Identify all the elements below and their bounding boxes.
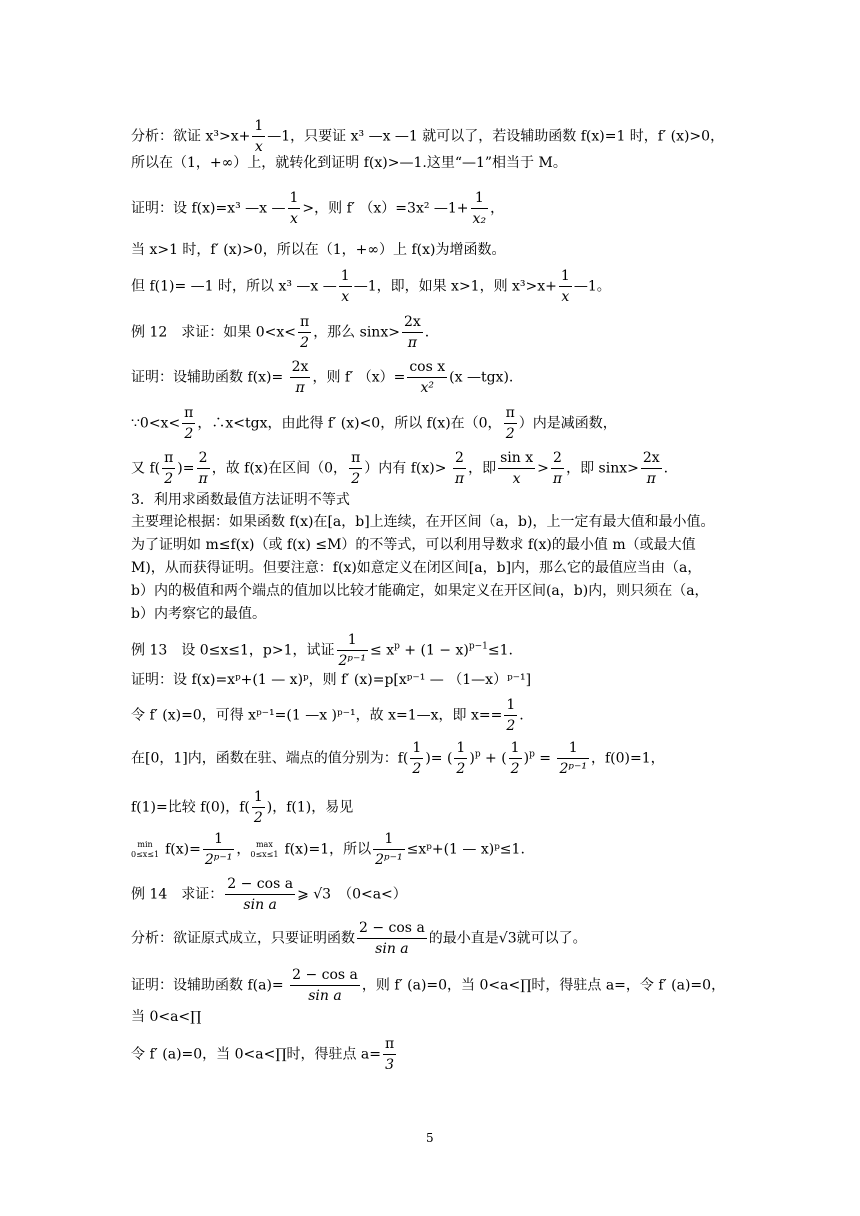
text-line: 所以在（1，+∞）上，就转化到证明 f(x)>—1.这里“—1”相当于 M。 xyxy=(131,155,567,171)
text-line: f(1)=比较 f(0)，f( $\frac{1}{2}$ )，f(1)，易见 xyxy=(131,789,354,826)
text-line: 例 12 求证：如果 0<x< $\frac{\pi}{2}$ ，那么 sinx> $\frac{2x}{\pi}$ . xyxy=(131,314,430,351)
text-line xyxy=(131,116,724,157)
fraction: $\frac{1}{\text{2ᵖ⁻¹}}$ xyxy=(375,831,403,868)
fraction: $\frac{\text{2 − cos a}}{\text{sin a}}$ xyxy=(292,967,358,1004)
text-line: 为了证明如 m≤f(x)（或 f(x) ≤M）的不等式，可以利用导数求 f(x)的最小值 m（或最大值 xyxy=(131,537,696,553)
text: —1，只要证 x³ —x —1 就可以了，若设辅助函数 f(x)=1 时，f′ (x)>0， xyxy=(267,128,725,145)
fraction: $\frac{1}{2}$ xyxy=(253,789,263,826)
fraction: $\frac{\text{2 − cos a}}{\text{sin a}}$ xyxy=(359,920,425,957)
text-line: b）内考察它的最值。 xyxy=(131,606,266,622)
fraction: $\frac{1}{2}$ xyxy=(506,697,516,734)
fraction: $\frac{2}{\pi}$ xyxy=(552,450,563,487)
fraction: $\frac{1}{2}$ xyxy=(456,740,466,777)
fraction: $\frac{2}{\pi}$ xyxy=(198,450,208,487)
fraction: $\frac{\pi}{2}$ xyxy=(184,405,194,442)
fraction: $\frac{\pi}{2}$ xyxy=(351,450,361,487)
fraction: $\frac{1}{\text{2ᵖ⁻¹}}$ xyxy=(559,740,587,777)
fraction: $\frac{1}{x}$ xyxy=(254,118,264,155)
fraction: $\frac{1}{2}$ xyxy=(412,740,422,777)
text-line: 主要理论根据：如果函数 f(x)在[a，b]上连续，在开区间（a，b)，上一定有最大值和最小值。 xyxy=(131,514,715,530)
fraction: $\frac{2}{\pi}$ xyxy=(454,450,465,487)
fraction: $\frac{\text{cos x}}{\text{x²}}$ xyxy=(409,359,446,396)
fraction: $\frac{\pi}{3}$ xyxy=(385,1036,395,1073)
fraction: $\frac{2x}{\pi}$ xyxy=(403,314,421,351)
text-line: 证明：设辅助函数 f(a)= $\frac{\text{2 − cos a}}{\text{sin a}}$ ，则 f′ (a)=0，当 0<a<∏时，得驻点 a=，令 f′ (a)=0， xyxy=(131,967,726,1004)
text-line: 在[0，1]内，函数在驻、端点的值分别为：f( $\frac{1}{2}$ )= ( $\frac{1}{2}$ )$^p$ + ( $\frac{1}{2}$ )$^p$ = $\frac{1}{\text{2ᵖ⁻¹}}$ ，f(0)=1， xyxy=(131,740,665,777)
text-line: 例 13 设 0≤x≤1，p>1，试证 $\frac{1}{\text{2ᵖ⁻¹}}$ ≤ $x^p + (1 - x)^{p-1}\le 1$. xyxy=(131,632,513,669)
section-heading: 3．利用求函数最值方法证明不等式 xyxy=(131,492,350,508)
fraction: $\frac{1}{\text{x₂}}$ xyxy=(472,190,487,227)
fraction: $\frac{1}{\text{2ᵖ⁻¹}}$ xyxy=(338,632,367,669)
fraction: $\frac{\text{sin x}}{x}$ xyxy=(500,450,534,487)
max-operator: max 0≤x≤1 xyxy=(250,839,279,859)
text-line: 但 f(1)= —1 时，所以 x³ —x — $\frac{1}{x}$ —1，即，如果 x>1，则 x³>x+ $\frac{1}{x}$ —1。 xyxy=(131,268,611,305)
fraction: $\frac{\text{2 − cos a}}{\text{sin a}}$ xyxy=(227,876,294,913)
fraction: $\frac{2x}{\pi}$ xyxy=(291,359,309,396)
text-line: 当 x>1 时，f′ (x)>0，所以在（1，+∞）上 f(x)为增函数。 xyxy=(131,242,506,258)
text-line: b）内的极值和两个端点的值加以比较才能确定，如果定义在开区间(a，b)内，则只须在（a， xyxy=(131,583,709,599)
fraction: $\frac{1}{\text{2ᵖ⁻¹}}$ xyxy=(204,831,233,868)
text-line: 令 f′ (x)=0，可得 xᵖ⁻¹=(1 —x )ᵖ⁻¹，故 x=1—x，即 x== $\frac{1}{2}$ . xyxy=(131,697,524,734)
text-line: 证明：设 f(x)=xᵖ+(1 — x)ᵖ，则 f′ (x)=p[xᵖ⁻¹ — （1—x）ᵖ⁻¹] xyxy=(131,672,532,688)
text-line: 令 f′ (a)=0，当 0<a<∏时，得驻点 a= $\frac{\pi}{3}$ xyxy=(131,1036,395,1073)
text-line: 证明：设辅助函数 f(x)= $\frac{2x}{\pi}$ ，则 f′ （x）= $\frac{\text{cos x}}{\text{x²}}$ (x —tgx). xyxy=(131,359,514,396)
fraction: $\frac{1}{x}$ xyxy=(560,268,570,305)
text-line: 证明：设 f(x)=x³ —x — $\frac{1}{x}$ >，则 f′ （x）=3x² —1+ $\frac{1}{\text{x₂}}$ ， xyxy=(131,190,505,227)
page-number: 5 xyxy=(426,1131,434,1145)
fraction: $\frac{\pi}{2}$ xyxy=(164,450,174,487)
text-line: 当 0<a<∏ xyxy=(131,1009,202,1025)
fraction: $\frac{2x}{\pi}$ xyxy=(642,450,660,487)
min-operator: min 0≤x≤1 xyxy=(131,839,160,859)
fraction: $\frac{1}{2}$ xyxy=(510,740,520,777)
text-line: 又 f( $\frac{\pi}{2}$ )= $\frac{2}{\pi}$ ，故 f(x)在区间（0， $\frac{\pi}{2}$ ）内有 f(x)> $\frac{2}{\pi}$ ，即 $\frac{\text{sin x}}{x}$ > $\frac{2}{\pi}$ ，即 sinx> $\frac{2x}{\pi}$ . xyxy=(131,450,669,487)
fraction: $\frac{1}{x}$ xyxy=(289,190,299,227)
text-line: M)，从而获得证明。但要注意：f(x)如意定义在闭区间[a，b]内，那么它的最值应当由（a， xyxy=(131,560,702,576)
text-line: 分析：欲证原式成立，只要证明函数 $\frac{\text{2 − cos a}}{\text{sin a}}$ 的最小直是√3就可以了。 xyxy=(131,920,587,957)
text-line: min 0≤x≤1 f(x)= $\frac{1}{\text{2ᵖ⁻¹}}$ ， max 0≤x≤1 f(x)=1，所以 $\frac{1}{\text{2ᵖ⁻¹}}$ ≤xᵖ+(1 — x)ᵖ≤1. xyxy=(131,831,525,868)
text-line: 例 14 求证： $\frac{\text{2 − cos a}}{\text{sin a}}$ ⩾ √3 （0<a<） xyxy=(131,876,407,913)
fraction: $\frac{\pi}{2}$ xyxy=(299,314,310,351)
fraction: $\frac{1}{x}$ xyxy=(340,268,350,305)
text: 分析：欲证 x³>x+ xyxy=(131,128,251,145)
fraction: $\frac{\pi}{2}$ xyxy=(505,405,515,442)
text-line: ∵0<x< $\frac{\pi}{2}$ ，∴x<tgx，由此得 f′ (x)<0，所以 f(x)在（0， $\frac{\pi}{2}$ ）内是减函数， xyxy=(131,405,617,442)
